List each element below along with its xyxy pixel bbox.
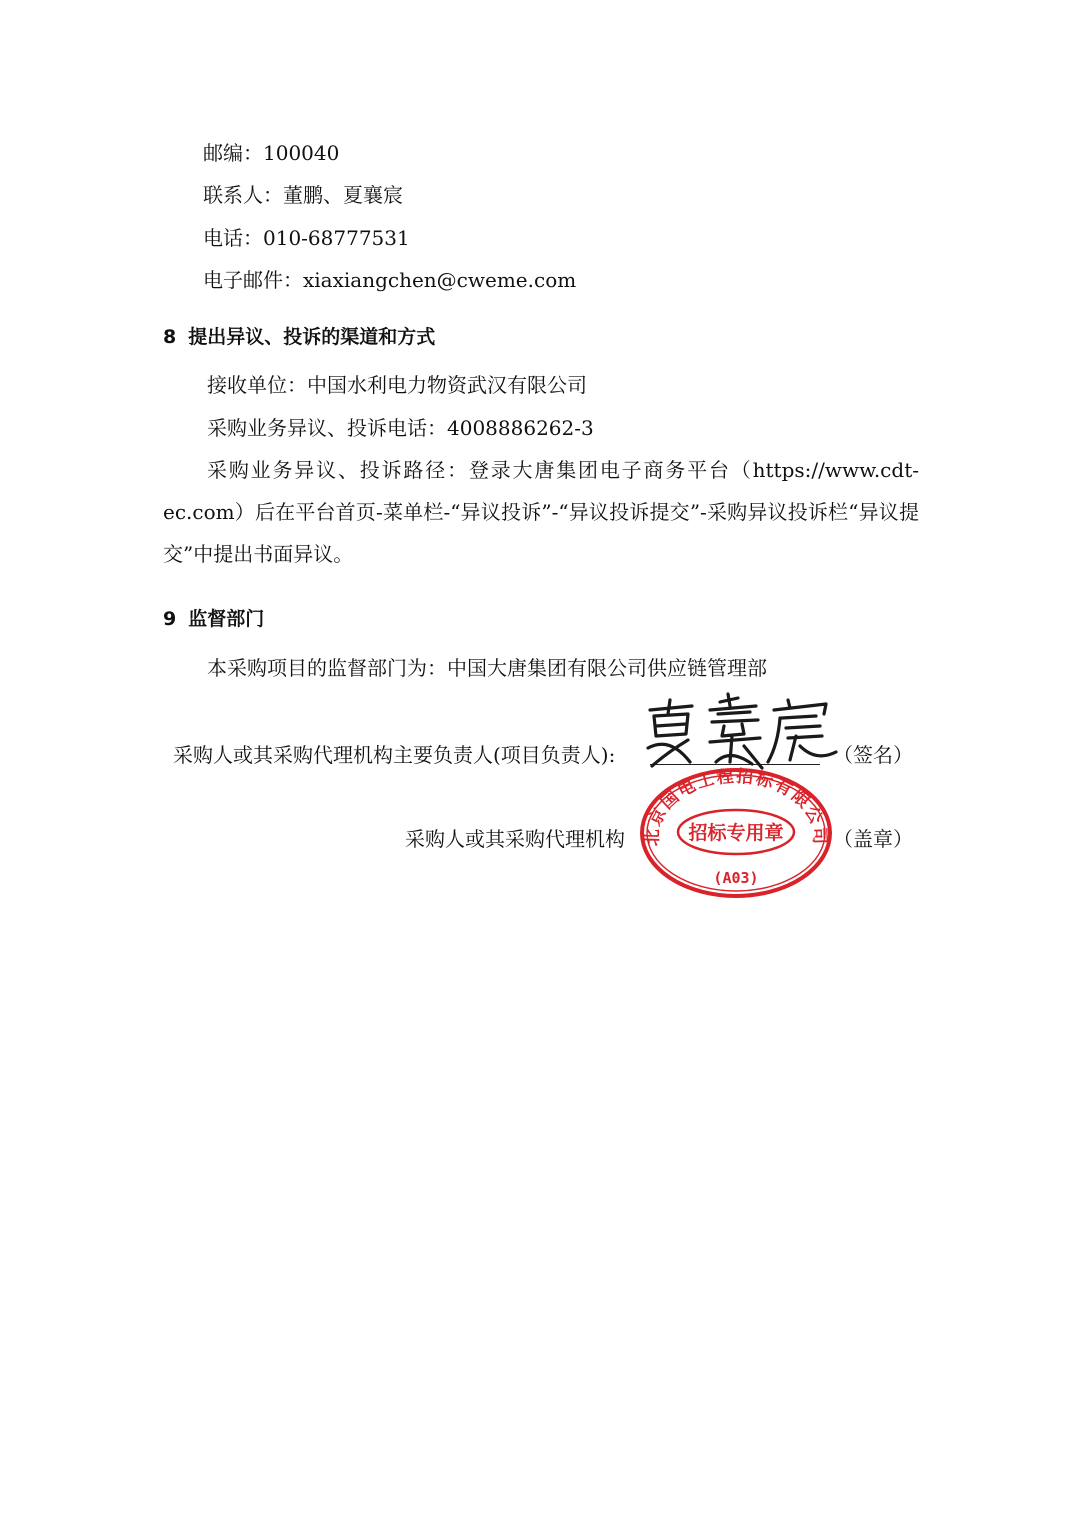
svg-text:招标专用章: 招标专用章	[688, 822, 784, 844]
section-9-heading	[163, 605, 264, 633]
seal-suffix: （盖章）	[833, 827, 913, 851]
contact-person-line: 联系人：董鹏、夏襄宸	[203, 183, 403, 207]
receiver-line: 接收单位：中国水利电力物资武汉有限公司	[207, 373, 587, 397]
section-8-title: 提出异议、投诉的渠道和方式	[188, 326, 436, 348]
responsible-label: 采购人或其采购代理机构主要负责人(项目负责人):	[173, 743, 616, 767]
handwritten-signature	[640, 692, 840, 772]
email-line: 电子邮件：xiaxiangchen@cweme.com	[203, 268, 577, 292]
agency-label: 采购人或其采购代理机构	[405, 827, 625, 851]
official-seal-stamp	[638, 766, 834, 900]
postcode-line: 邮编：100040	[203, 141, 340, 165]
section-9-title: 监督部门	[188, 608, 265, 630]
section-8-heading	[163, 323, 435, 351]
sign-suffix: （签名）	[833, 743, 913, 767]
svg-text:北京国电工程招标有限公司: 北京国电工程招标有限公司	[642, 766, 830, 847]
section-8-number: 8	[163, 326, 177, 348]
complaint-path-paragraph: 采购业务异议、投诉路径：登录大唐集团电子商务平台（https://www.cdt-ec.com）后在平台首页-菜单栏-“异议投诉”-“异议投诉提交”-采购异议投诉栏“异议提交”中提出书面异议。	[163, 458, 919, 566]
section-9-number: 9	[163, 608, 177, 630]
phone-line: 电话：010-68777531	[203, 226, 410, 250]
hotline-line: 采购业务异议、投诉电话：4008886262-3	[207, 416, 594, 440]
svg-text:(A03): (A03)	[713, 869, 759, 887]
supervisor-line: 本采购项目的监督部门为：中国大唐集团有限公司供应链管理部	[207, 656, 767, 680]
